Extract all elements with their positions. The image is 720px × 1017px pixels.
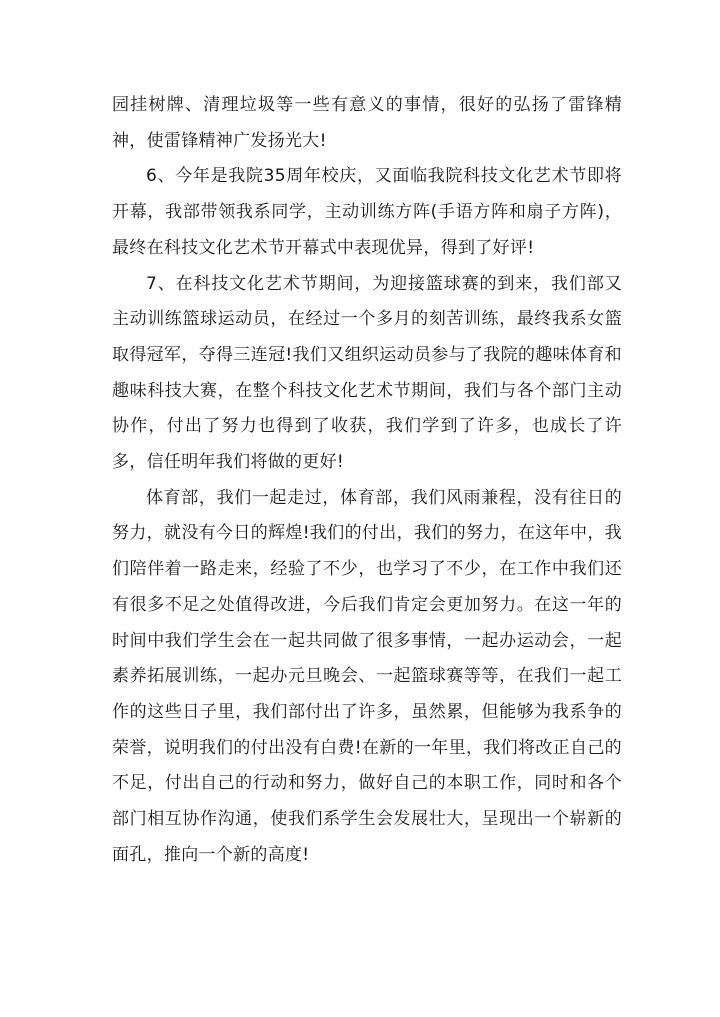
document-body xyxy=(112,88,622,873)
paragraph-2: 6、今年是我院35周年校庆，又面临我院科技文化艺术节即将开幕，我部带领我系同学，主动训练方阵(手语方阵和扇子方阵)，最终在科技文化艺术节开幕式中表现优异，得到了好评! xyxy=(112,166,622,258)
paragraph-1: 园挂树牌、清理垃圾等一些有意义的事情，很好的弘扬了雷锋精神，使雷锋精神广发扬光大! xyxy=(112,95,622,151)
paragraph-3: 7、在科技文化艺术节期间，为迎接篮球赛的到来，我们部又主动训练篮球运动员，在经过一个多月的刻苦训练，最终我系女篮取得冠军，夺得三连冠!我们又组织运动员参与了我院的趣味体育和趣味科技大赛，在整个科技文化艺术节期间，我们与各个部门主动协作，付出了努力也得到了收获，我们学到了许多，也成长了许多，信任明年我们将做的更好! xyxy=(112,273,622,473)
paragraph-4: 体育部，我们一起走过，体育部，我们风雨兼程，没有往日的努力，就没有今日的辉煌!我们的付出，我们的努力，在这年中，我们陪伴着一路走来，经验了不少，也学习了不少，在工作中我们还有很多不足之处值得改进，今后我们肯定会更加努力。在这一年的时间中我们学生会在一起共同做了很多事情，一起办运动会，一起素养拓展训练，一起办元旦晚会、一起篮球赛等等，在我们一起工作的这些日子里，我们部付出了许多，虽然累，但能够为我系争的荣誉，说明我们的付出没有白费!在新的一年里，我们将改正自己的不足，付出自己的行动和努力，做好自己的本职工作，同时和各个部门相互协作沟通，使我们系学生会发展壮大，呈现出一个崭新的面孔，推向一个新的高度! xyxy=(112,487,622,865)
